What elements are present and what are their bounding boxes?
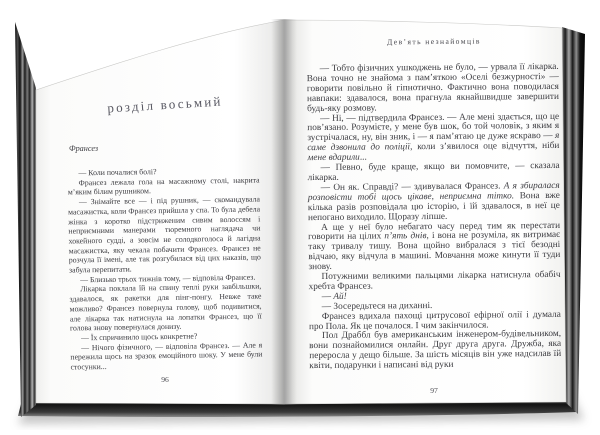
paragraph: Лікарка поклала їй на спину теплі руки завбільшки, здавалося, як ракетки для пінг-понгу. Невже таке можливо? Франсез повернула голову, щоб подивитися, але лікарка так натиснула на лопатки Франсез, що її голова знову повернулася донизу. [69, 281, 262, 333]
paragraph: А ще у неї було небагато часу перед тим як перестати говорити на цілих п’ять днів, і вона не розуміла, як витримає таку тривалу тишу. Вона щойно вибралася з тієї безодні відчаю, яку відчула в машині. Мовчання може кинути її туди знову. [308, 220, 561, 273]
paragraph: — Тобто фізичних ушкоджень не було, — урвала її лікарка. Вона точно не знайома з пам’яткою «Оселі безжурності» — говорити повільно й гіпнотично. Фактично вона поводилася навпаки: здавалося, вона прагнула якнайшвидше завершити будь-яку розмову. [306, 61, 559, 114]
paragraph: — Зосередьтеся на диханні. [321, 300, 433, 312]
left-page-edge-stack [15, 22, 36, 417]
paragraph: — Певно, буде краще, якщо ви помовчите, — сказала лікарка. [307, 160, 560, 184]
running-header: Дев’ять незнайомців [387, 36, 481, 47]
right-page [284, 18, 576, 410]
paragraph: Пол Драббл був американським інженером-будівельником, вони познайомилися онлайн. Друг друга друга. Дружба, яка переросла у дещо більше. За шість місяців він уже надсилав їй квіти, подарунки і написані від руки [309, 329, 562, 372]
left-page-text [67, 166, 262, 373]
paragraph: Франсез лежала гола на масажному столі, накрита м’яким білим рушником. [67, 175, 260, 197]
paragraph: Франсез вдихала пахощі цитрусової ефірної олії і думала про Пола. Як це почалося. І чим закінчилося. [308, 309, 561, 332]
right-page-text [307, 63, 562, 372]
paragraph: — Знімайте все — і під рушник, — скомандувала масажистка, коли Франсез прийшла у спа. То була дебела жінка з коротко підстриженим сивим волоссям і неприємними манерами тюремного наглядача чи хокейного судді, а зовсім не солодкоголоса й лагідна масажистка, яку чекала побачити Франсез. Франсез не розчула її імені, але так розгубилася від цих наказів, що забула перепитати. [68, 194, 261, 275]
chapter-title: розділ восьмий [106, 93, 224, 116]
character-label: Франсез [69, 144, 99, 153]
paragraph: — Близько трьох тижнів тому, — відповіла Франсез. [80, 272, 256, 285]
paragraph: — Ай! [321, 291, 347, 302]
paragraph: — Коли почалися болі? [78, 167, 157, 178]
left-page [36, 15, 284, 407]
paragraph: — Їх спричинило щось конкретне? [81, 331, 198, 343]
left-page-number: 96 [161, 375, 169, 384]
paragraph: Потужними великими пальцями лікарка натиснула обабіч хребта Франсез. [308, 269, 561, 293]
paragraph: — Ні, — підтвердила Франсез. — Але мені здається, що це пов’язано. Розумієте, у мене був шок, бо той чоловік, з яким я зустрічалася, ну, він зник, і — я пам’ятаю це дуже яскраво — я саме дзвонила до поліції, коли з’явилося оце відчуття, ніби мене вдарили... [307, 111, 560, 164]
right-page-number: 97 [430, 386, 438, 395]
paragraph: — Он як. Справді? — здивувалася Франсез. А я збиралася розповісти тобі щось цікаве, неприємна тітко. Вона вже кілька разів розповідала цю історію, і їй здавалося, в неї це непогано виходило. Щоразу ліпше. [307, 180, 560, 223]
paragraph: — Нічого фізичного, — відповіла Франсез. — Але я пережила щось на зразок емоційного шоку. У мене були стосунки... [70, 340, 263, 372]
